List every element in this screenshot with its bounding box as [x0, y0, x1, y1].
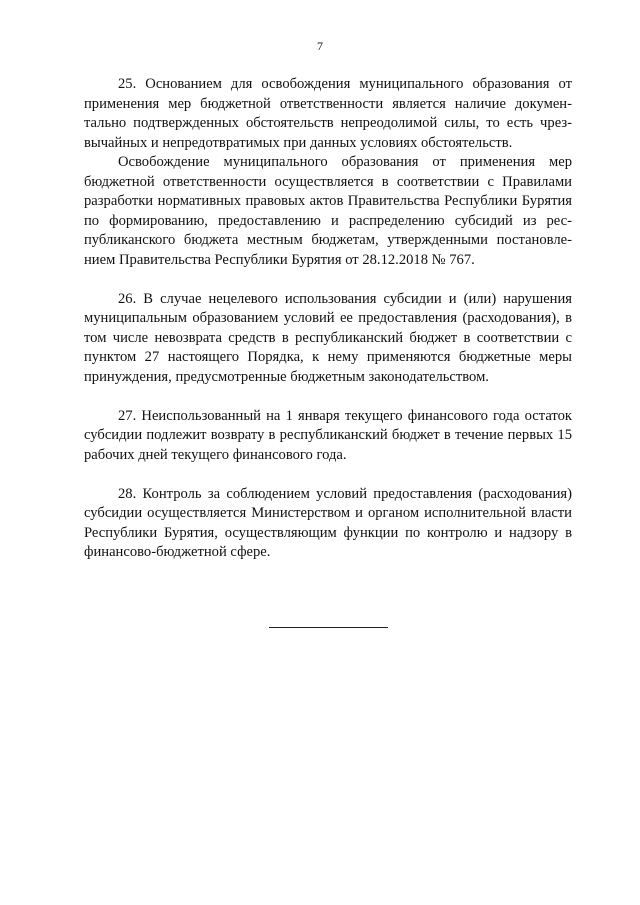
- paragraph-gap: [84, 387, 572, 407]
- paragraph-27: 27. Неиспользованный на 1 января текущего финансового года остаток субсидии подлежит возврату в республиканский бюджет в течение первых 15 рабочих дней текущего финансового года.: [84, 407, 572, 463]
- paragraph-gap: [84, 270, 572, 290]
- paragraph-25: 25. Основанием для освобождения муниципального образования от применения мер бюджетной ответственности является наличие документально подтвержденных обстоятельств непреодолимой силы, то есть чрезвычайных и непредотвратимых при данных условиях обстоятельств.: [84, 76, 572, 151]
- paragraph-gap: [84, 465, 572, 485]
- paragraph-26: 26. В случае нецелевого использования субсидии и (или) нарушения муниципальным образованием условий ее предоставления (расходования), в том числе невозврата средств в республиканский бюджет в соответствии с пунктом 27 настоящего Порядка, к нему применяются бюджетные меры принуждения, предусмотренные бюджетным законодательством.: [84, 290, 572, 385]
- paragraph-28: 28. Контроль за соблюдением условий предоставления (расходования) субсидии осуществляется Министерством и органом исполнительной власти Республики Бурятия, осуществляющим функции по контролю и надзору в финансово-бюджетной сфере.: [84, 485, 572, 560]
- document-body: [84, 75, 572, 563]
- end-of-document-rule: [269, 627, 388, 628]
- page-number: 7: [317, 39, 323, 53]
- paragraph-25-exemption: Освобождение муниципального образования от применения мер бюджетной ответственности осуществляется в соответствии с Правилами разработки нормативных правовых актов Правительства Республики Бурятия по формированию, предоставлению и распределению субсидий из республиканского бюджета местным бюджетам, утвержденными постановлением Правительства Республики Бурятия от 28.12.2018 № 767.: [84, 154, 572, 268]
